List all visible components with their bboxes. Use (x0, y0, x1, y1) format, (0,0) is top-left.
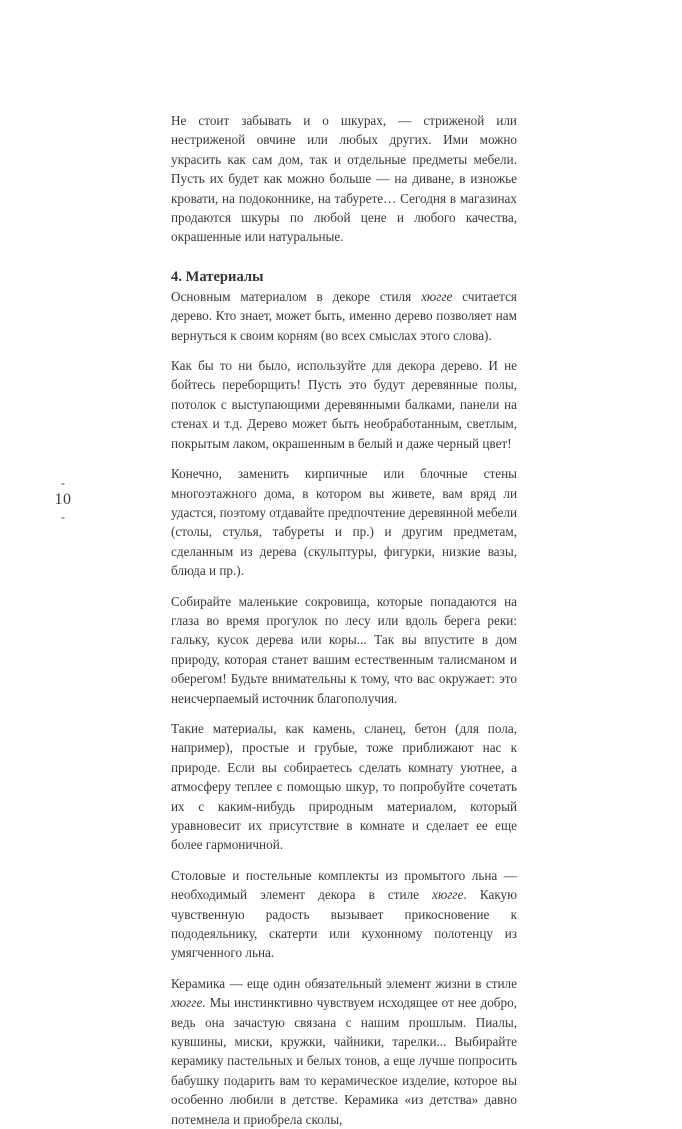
materials-paragraph-2: Как бы то ни было, используйте для декора дерево. И не бойтесь переборщить! Пусть это будут деревянные полы, потолок с выступающими деревянными балками, панели на стенах и т.д. Дерево может быть необработанным, светлым, покрытым лаком, окрашенным в белый и даже черный цвет! (171, 358, 517, 451)
text-column (171, 111, 517, 1129)
materials-paragraph-7-start: Керамика — еще один обязательный элемент жизни в стиле (171, 975, 517, 991)
materials-paragraph-1 (171, 287, 517, 345)
materials-paragraph-6-end: . Какую чувственную радость вызывает прикосновение к пододеяльнику, скатерти или кухонному полотенцу из умягченного льна. (171, 887, 517, 961)
materials-paragraph-5: Такие материалы, как камень, сланец, бетон (для пола, например), простые и грубые, тоже приближают нас к природе. Если вы собираетесь сделать комнату уютнее, а атмосферу теплее с помощью шкур, то попробуйте сочетать их с каким-нибудь природным материалом, который уравновесит их присутствие в комнате и сделает ее еще более гармоничной. (171, 720, 517, 853)
materials-paragraph-3: Конечно, заменить кирпичные или блочные стены многоэтажного дома, в котором вы живете, вам вряд ли удастся, поэтому отдавайте предпочтение деревянной мебели (столы, стулья, табуреты и пр.) и другим предметам, сделанным из дерева (скульптуры, фигурки, низкие вазы, блюда и пр.). (171, 466, 517, 579)
materials-paragraph-6-start: Столовые и постельные комплекты из промытого льна — необходимый элемент декора в стиле (171, 867, 517, 903)
materials-paragraph-7-end: . Мы инстинктивно чувствуем исходящее от нее добро, ведь она зачастую связана с нашим прошлым. Пиалы, кувшины, миски, кружки, чайники, тарелки... Выбирайте керамику пастельных и белых тонов, а еще лучше попросить бабушку подарить вам то керамическое изделие, которое вы особенно любили в детстве. Керамика «из детства» давно потемнела и приобрела сколы, (171, 995, 517, 1127)
intro-paragraph: Не стоит забывать и о шкурах, — стриженой или нестриженой овчине или любых других. Ими можно украсить как сам дом, так и отдельные предметы мебели. Пусть их будет как можно больше — на диване, в изножье кровати, на подоконнике, на табурете… Сегодня в магазинах продаются шкуры по любой цене и любого качества, окрашенные или натуральные. (171, 113, 517, 245)
materials-paragraph-1-italic: хюгге (421, 288, 453, 304)
materials-paragraph-7-italic: хюгге (171, 995, 203, 1011)
page-number-dash-bottom: - (61, 510, 65, 524)
materials-paragraph-4: Собирайте маленькие сокровища, которые попадаются на глаза во время прогулок по лесу или вдоль берега реки: гальку, кусок дерева или коры... Так вы впустите в дом природу, которая станет вашим естественным талисманом и оберегом! Будьте внимательны к тому, что вас окружает: это неисчерпаемый источник благополучия. (171, 593, 517, 706)
materials-paragraph-1-start: Основным материалом в декоре стиля (171, 288, 422, 304)
materials-paragraph-7 (171, 974, 517, 1129)
section-heading: 4. Материалы (171, 268, 264, 285)
materials-paragraph-6-italic: хюгге (432, 887, 464, 903)
page-number-block (48, 476, 78, 524)
materials-paragraph-1-end: считается дерево. Кто знает, может быть, именно дерево позволяет нам вернуться к своим корням (во всех смыслах этого слова). (171, 288, 517, 343)
page-number: 10 (54, 491, 72, 508)
materials-paragraph-6 (171, 866, 517, 963)
page-number-dash-top: - (61, 476, 65, 490)
